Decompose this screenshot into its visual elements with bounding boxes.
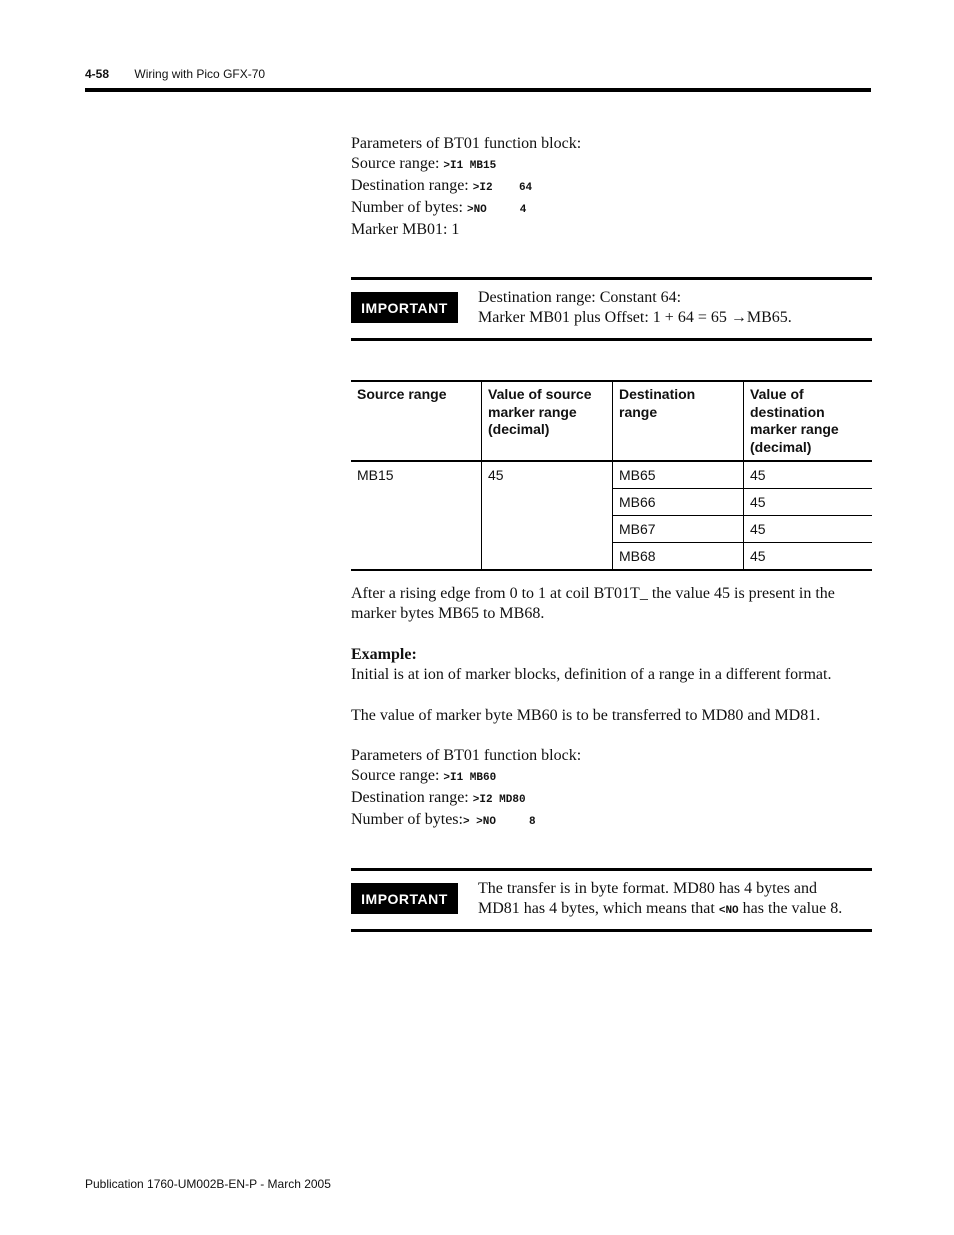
example-section xyxy=(351,645,831,726)
important-box-1 xyxy=(351,277,872,341)
example-line-2: The value of marker byte MB60 is to be transferred to MD80 and MD81. xyxy=(351,707,821,724)
source-range-code: >I1 MB60 xyxy=(443,772,497,784)
example-heading: Example: xyxy=(351,646,417,663)
table-cell: 45 xyxy=(482,461,613,570)
params-heading: Parameters of BT01 function block: xyxy=(351,135,582,152)
important-text: Destination range: Constant 64: Marker MB01 plus Offset: 1 + 64 = 65 →MB65. xyxy=(478,289,792,326)
page-header xyxy=(85,67,265,81)
important-text: The transfer is in byte format. MD80 has 4 bytes and MD81 has 4 bytes, which means that <NO has the value 8. xyxy=(478,880,843,917)
page-number: 4-58 xyxy=(85,67,110,81)
marker-range-table xyxy=(351,380,872,571)
table-cell: MB66 xyxy=(613,489,744,516)
table-cell: MB65 xyxy=(613,461,744,489)
table-cell: MB67 xyxy=(613,516,744,543)
table-row xyxy=(351,461,872,489)
table-cell: 45 xyxy=(744,516,873,543)
important-badge: IMPORTANT xyxy=(351,883,458,914)
header-rule xyxy=(85,88,871,92)
table-cell: 45 xyxy=(744,489,873,516)
dest-range-line: Destination range: >I2 MD80 xyxy=(351,789,526,806)
important-box-2 xyxy=(351,868,872,932)
params-block-1 xyxy=(351,134,581,240)
page-footer: Publication 1760-UM002B-EN-P - March 2005 xyxy=(85,1177,331,1191)
table-header-cell: Source range xyxy=(351,381,482,461)
params-block-2 xyxy=(351,746,581,832)
bytes-code: > >NO 8 xyxy=(462,816,536,828)
bytes-line: Number of bytes: >NO 4 xyxy=(351,199,527,216)
params-heading: Parameters of BT01 function block: xyxy=(351,747,582,764)
after-paragraph: After a rising edge from 0 to 1 at coil BT01T_ the value 45 is present in the marker bytes MB65 to MB68. xyxy=(351,585,835,622)
source-range-code: >I1 MB15 xyxy=(443,160,497,172)
example-line-1: Initial is at ion of marker blocks, definition of a range in a different format. xyxy=(351,666,832,683)
source-range-line: Source range: >I1 MB15 xyxy=(351,155,497,172)
bytes-line: Number of bytes:> >NO 8 xyxy=(351,811,536,828)
table-header-cell: Value of source marker range (decimal) xyxy=(482,381,613,461)
table-cell: MB15 xyxy=(351,461,482,570)
dest-range-code: >I2 64 xyxy=(472,182,533,194)
no-code: <NO xyxy=(718,905,739,917)
marker-line: Marker MB01: 1 xyxy=(351,221,460,238)
important-badge: IMPORTANT xyxy=(351,292,458,323)
bytes-code: >NO 4 xyxy=(466,204,527,216)
chapter-title: Wiring with Pico GFX-70 xyxy=(134,67,266,81)
table-header-cell: Value of destination marker range (decimal) xyxy=(744,381,873,461)
source-range-line: Source range: >I1 MB60 xyxy=(351,767,497,784)
table-header-cell: Destination range xyxy=(613,381,744,461)
table-cell: MB68 xyxy=(613,543,744,571)
dest-range-code: >I2 MD80 xyxy=(472,794,526,806)
table-cell: 45 xyxy=(744,543,873,571)
table-cell: 45 xyxy=(744,461,873,489)
dest-range-line: Destination range: >I2 64 xyxy=(351,177,533,194)
table-header-row xyxy=(351,381,872,461)
